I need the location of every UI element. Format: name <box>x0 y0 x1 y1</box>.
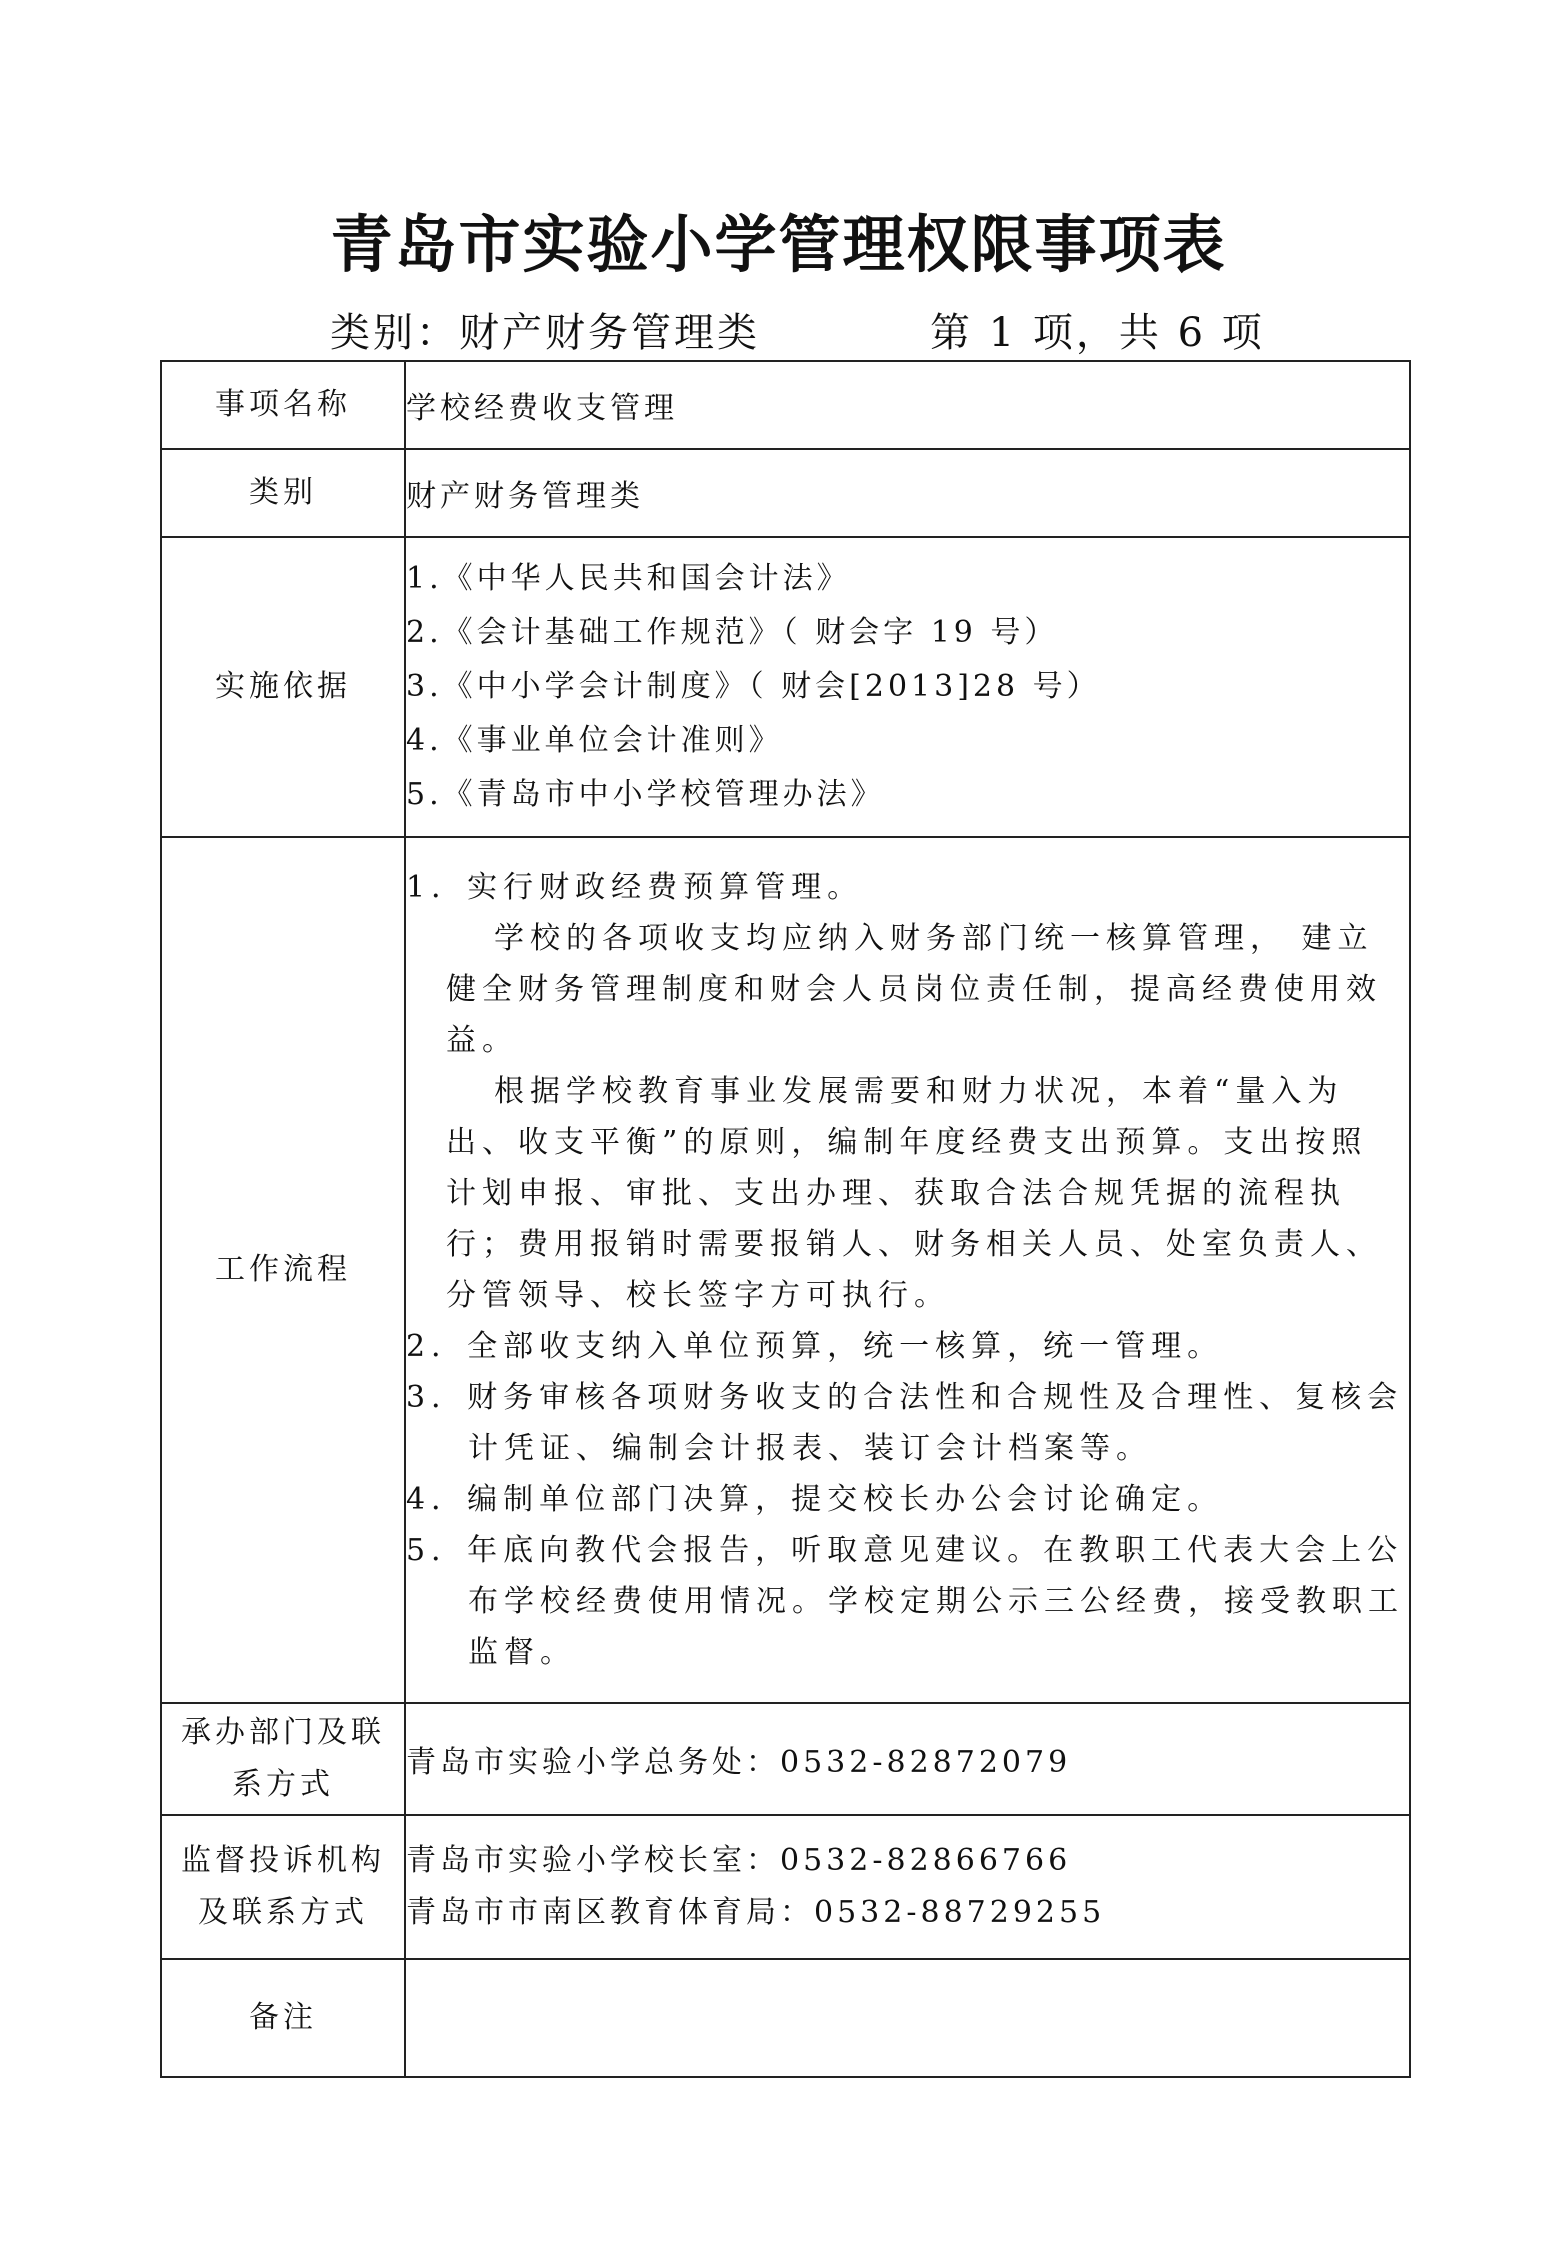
workflow-line: 4．编制单位部门决算，提交校长办公会讨论确定。 <box>406 1482 1224 1517</box>
workflow-line: 行；费用报销时需要报销人、财务相关人员、处室负责人、 <box>446 1227 1382 1262</box>
page-title: 青岛市实验小学管理权限事项表 <box>330 208 1227 281</box>
department-value: 青岛市实验小学总务处：0532-82872079 <box>405 1703 1410 1815</box>
item-name-value: 学校经费收支管理 <box>405 361 1410 449</box>
workflow-line: 1．实行财政经费预算管理。 <box>406 870 864 905</box>
supervision-label-line: 监督投诉机构 <box>181 1843 385 1878</box>
workflow-line: 监督。 <box>468 1635 576 1670</box>
supervision-label-line: 及联系方式 <box>198 1895 368 1930</box>
workflow-line: 5．年底向教代会报告，听取意见建议。在教职工代表大会上公 <box>406 1533 1404 1568</box>
category-label: 类别 <box>161 449 405 537</box>
workflow-label: 工作流程 <box>161 837 405 1703</box>
workflow-line: 计划申报、审批、支出办理、获取合法合规凭据的流程执 <box>446 1176 1346 1211</box>
basis-item: 1.《中华人民共和国会计法》 <box>406 561 851 596</box>
category-value: 财产财务管理类 <box>405 449 1410 537</box>
workflow-line: 健全财务管理制度和财会人员岗位责任制，提高经费使用效 <box>446 972 1382 1007</box>
row-category <box>161 449 1410 537</box>
row-basis <box>161 537 1410 837</box>
remarks-value <box>405 1959 1410 2077</box>
row-supervision <box>161 1815 1410 1959</box>
workflow-line: 益。 <box>446 1023 518 1058</box>
matters-table <box>160 360 1411 2078</box>
workflow-line: 布学校经费使用情况。学校定期公示三公经费，接受教职工 <box>468 1584 1404 1619</box>
item-counter: 第 1 项，共 6 项 <box>930 310 1265 356</box>
workflow-line: 学校的各项收支均应纳入财务部门统一核算管理， 建立 <box>494 921 1374 956</box>
basis-item: 5.《青岛市中小学校管理办法》 <box>406 777 885 812</box>
department-label <box>161 1703 405 1815</box>
supervision-value <box>405 1815 1410 1959</box>
workflow-line: 计凭证、编制会计报表、装订会计档案等。 <box>468 1431 1152 1466</box>
basis-item: 2.《会计基础工作规范》（ 财会字 19 号） <box>406 615 1059 650</box>
department-label-line: 系方式 <box>232 1767 334 1802</box>
item-name-label: 事项名称 <box>161 361 405 449</box>
workflow-content <box>405 837 1410 1703</box>
row-department <box>161 1703 1410 1815</box>
supervision-label <box>161 1815 405 1959</box>
basis-item: 3.《中小学会计制度》（ 财会[2013]28 号） <box>406 669 1101 704</box>
basis-label: 实施依据 <box>161 537 405 837</box>
row-remarks <box>161 1959 1410 2077</box>
workflow-line: 出、收支平衡”的原则，编制年度经费支出预算。支出按照 <box>446 1125 1368 1160</box>
row-item-name <box>161 361 1410 449</box>
workflow-line: 3．财务审核各项财务收支的合法性和合规性及合理性、复核会 <box>406 1380 1404 1415</box>
department-label-line: 承办部门及联 <box>181 1715 385 1750</box>
workflow-line: 2．全部收支纳入单位预算，统一核算，统一管理。 <box>406 1329 1224 1364</box>
supervision-contact: 青岛市市南区教育体育局：0532-88729255 <box>406 1895 1106 1930</box>
row-workflow <box>161 837 1410 1703</box>
workflow-line: 根据学校教育事业发展需要和财力状况，本着“量入为 <box>494 1074 1344 1109</box>
category-heading: 类别：财产财务管理类 <box>330 310 760 356</box>
basis-item: 4.《事业单位会计准则》 <box>406 723 783 758</box>
basis-list <box>405 537 1410 837</box>
remarks-label: 备注 <box>161 1959 405 2077</box>
supervision-contact: 青岛市实验小学校长室：0532-82866766 <box>406 1843 1072 1878</box>
workflow-line: 分管领导、校长签字方可执行。 <box>446 1278 950 1313</box>
